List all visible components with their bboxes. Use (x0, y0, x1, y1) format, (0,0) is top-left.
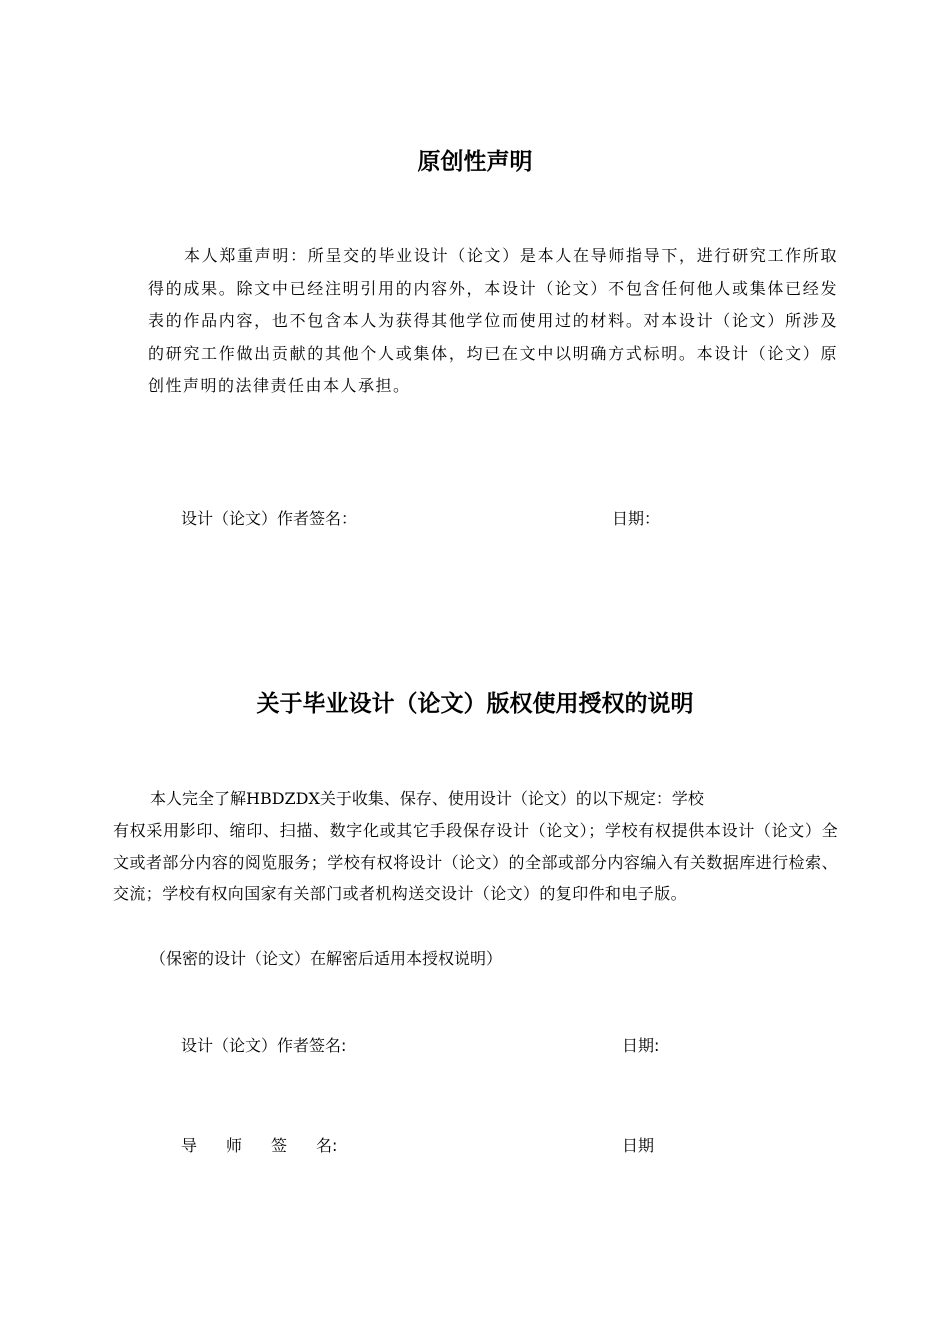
copyright-body: 有权采用影印、缩印、扫描、数字化或其它手段保存设计（论文）；学校有权提供本设计（论文）全文或者部分内容的阅览服务；学校有权将设计（论文）的全部或部分内容编入有关数据库进行检索、交流；学校有权向国家有关部门或者机构送交设计（论文）的复印件和电子版。 (113, 821, 838, 903)
copyright-first-line: 本人完全了解HBDZDX关于收集、保存、使用设计（论文）的以下规定：学校 (150, 789, 704, 808)
copyright-date-label: 日期: (622, 1036, 660, 1055)
advisor-char-1: 导 (181, 1136, 198, 1155)
copyright-note: （保密的设计（论文）在解密后适用本授权说明） (150, 949, 503, 968)
advisor-char-4: 名: (316, 1136, 338, 1155)
declaration-date-label: 日期： (612, 509, 661, 528)
copyright-author-signature-label: 设计（论文）作者签名: (181, 1036, 347, 1055)
declaration-author-signature-label: 设计（论文）作者签名： (181, 509, 358, 528)
copyright-title: 关于毕业设计（论文）版权使用授权的说明 (256, 691, 694, 717)
advisor-char-3: 签 (271, 1136, 288, 1155)
declaration-title: 原创性声明 (417, 149, 533, 175)
advisor-date-label: 日期 (622, 1136, 655, 1155)
declaration-body: 本人郑重声明：所呈交的毕业设计（论文）是本人在导师指导下，进行研究工作所取得的成果。除文中已经注明引用的内容外，本设计（论文）不包含任何他人或集体已经发表的作品内容，也不包含本人为获得其他学位而使用过的材料。对本设计（论文）所涉及的研究工作做出贡献的其他个人或集体，均已在文中以明确方式标明。本设计（论文）原创性声明的法律责任由本人承担。 (148, 246, 838, 395)
advisor-signature-label (181, 1135, 337, 1157)
advisor-char-2: 师 (226, 1136, 243, 1155)
